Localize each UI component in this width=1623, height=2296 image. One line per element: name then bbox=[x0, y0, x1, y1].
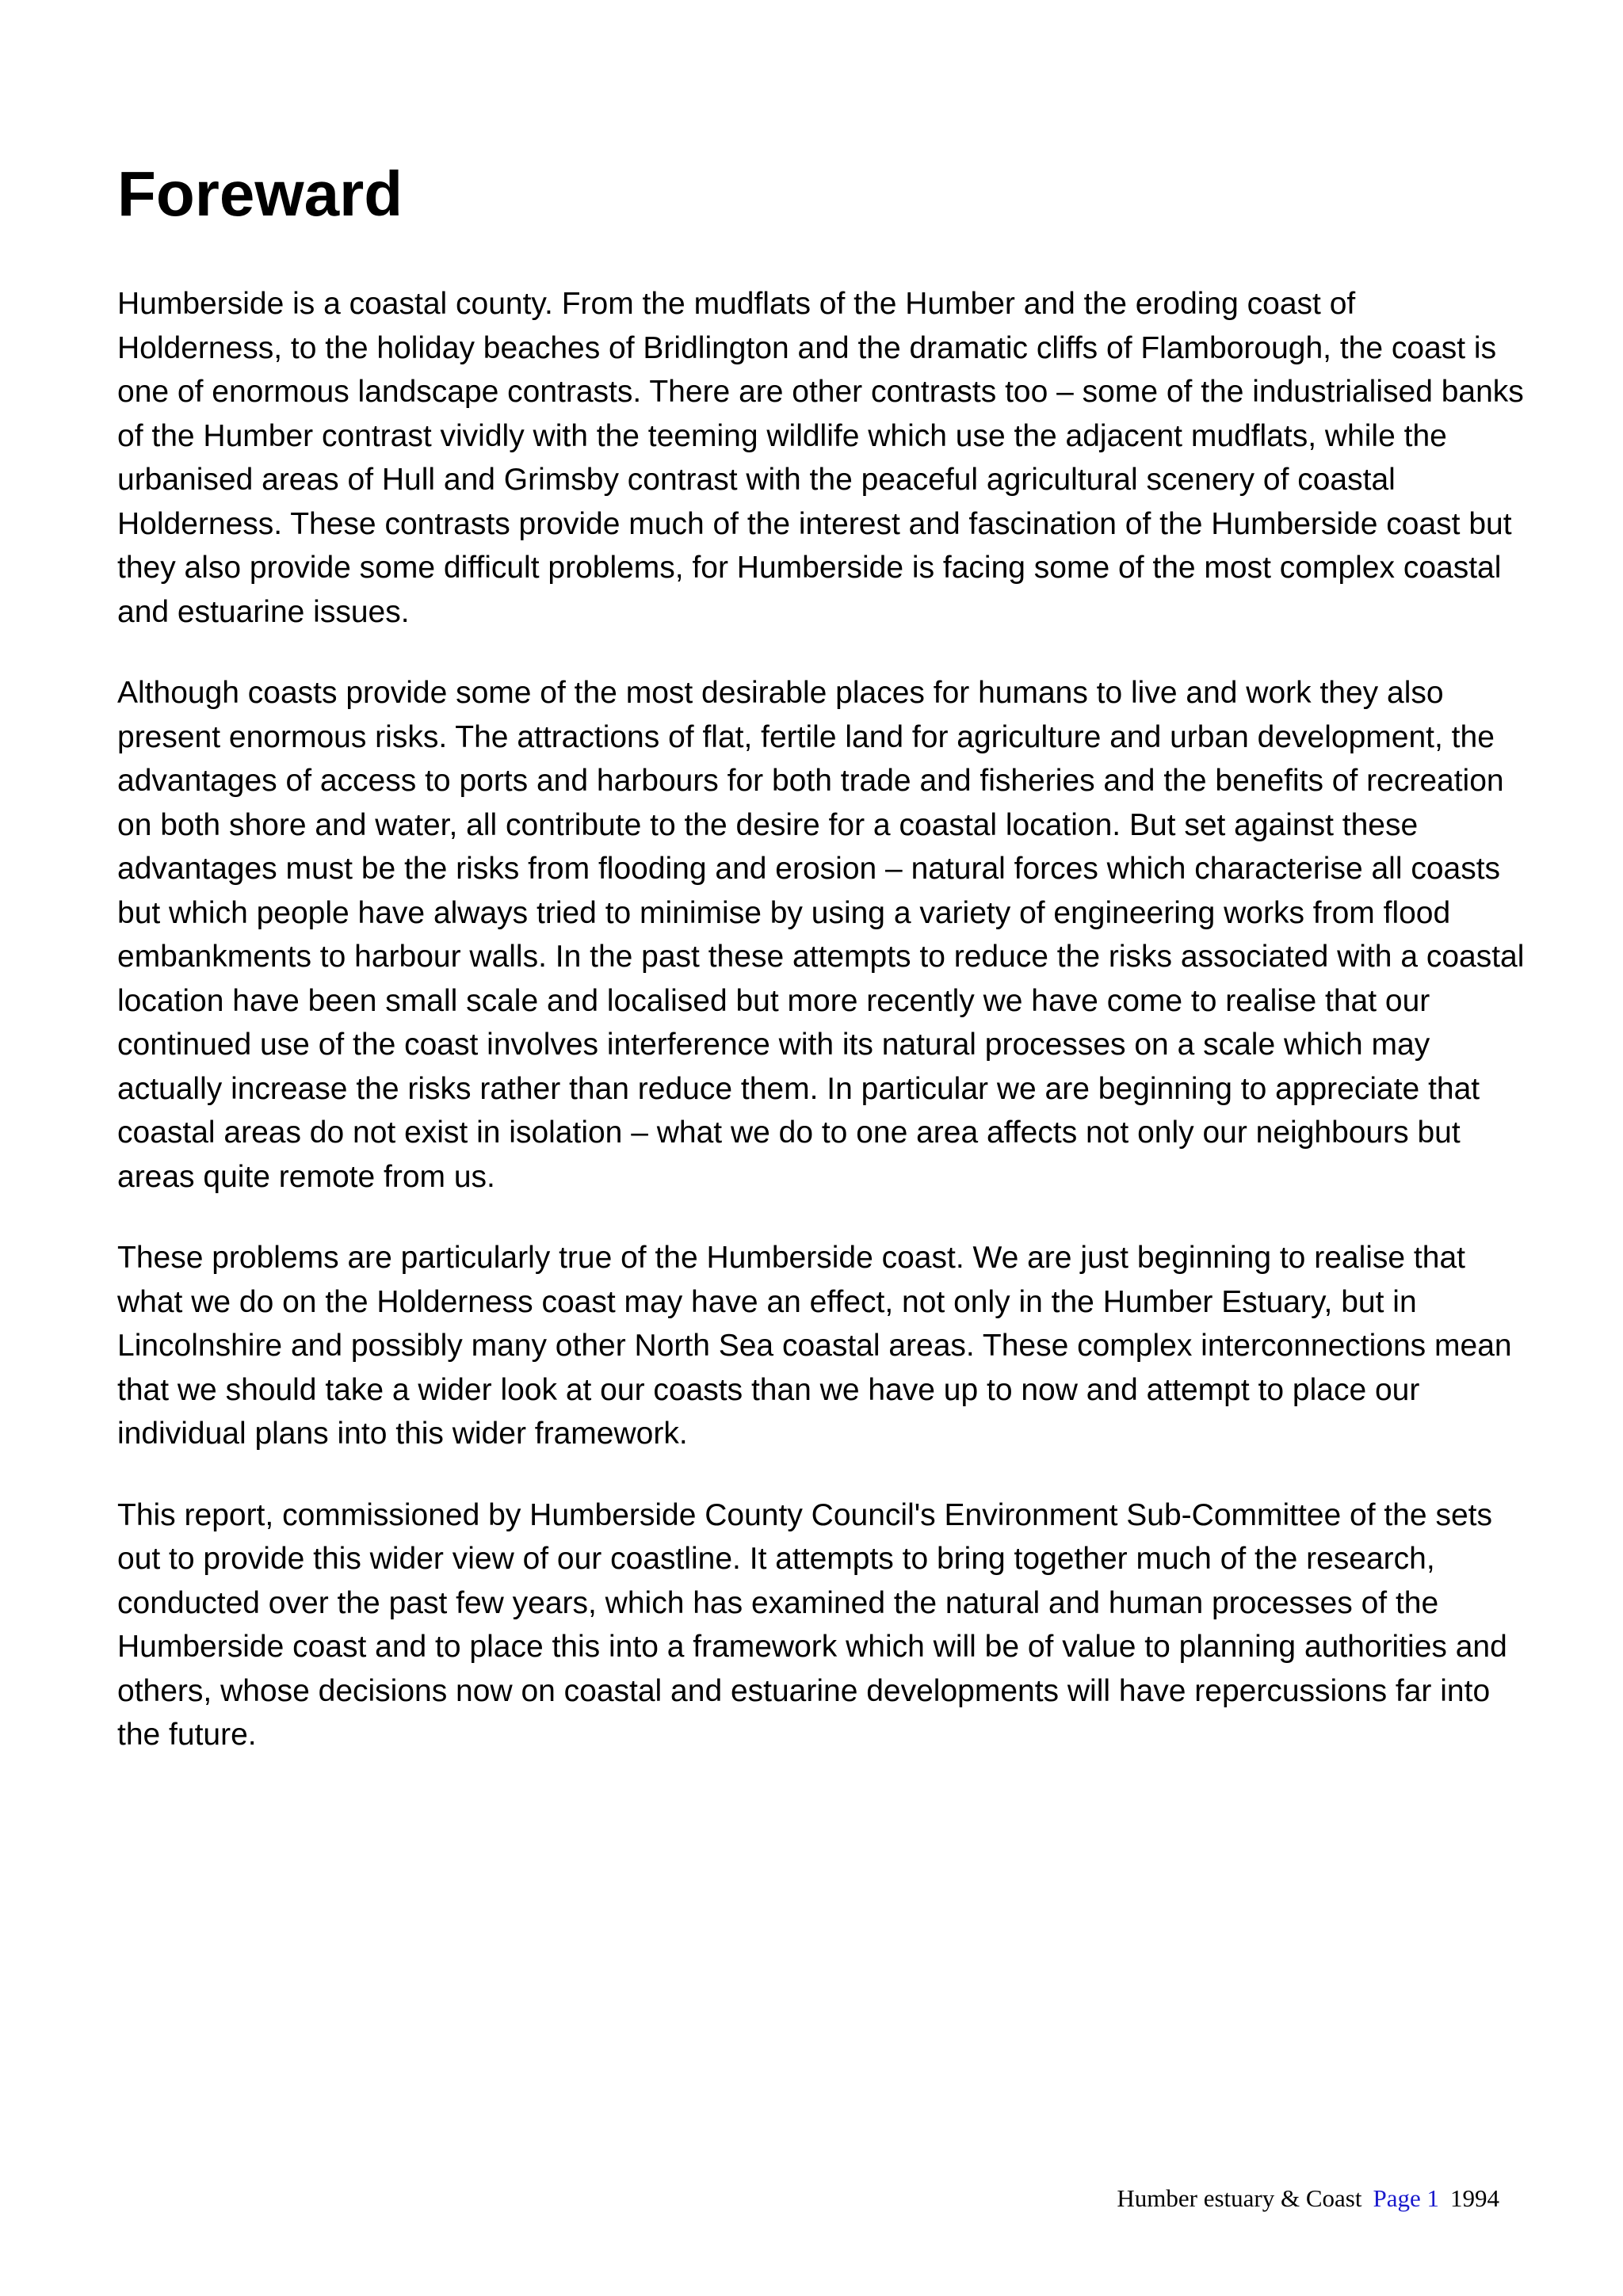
paragraph-4: This report, commissioned by Humberside County Council's Environment Sub-Committee of the sets out to provide this wider view of our coastline. It attempts to bring together much of the research, conducted over the past few years, which has examined the natural and human processes of the Humberside coast and to place this into a framework which will be of value to planning authorities and others, whose decisions now on coastal and estuarine developments will have repercussions far into the future. bbox=[117, 1497, 1507, 1752]
document-page bbox=[117, 151, 1528, 1794]
paragraph-2: Although coasts provide some of the most desirable places for humans to live and work they also present enormous risks. The attractions of flat, fertile land for agriculture and urban development, the advantages of access to ports and harbours for both trade and fisheries and the benefits of recreation on both shore and water, all contribute to the desire for a coastal location. But set against these advantages must be the risks from flooding and erosion – natural forces which characterise all coasts but which people have always tried to minimise by using a variety of engineering works from flood embankments to harbour walls. In the past these attempts to reduce the risks associated with a coastal location have been small scale and localised but more recently we have come to realise that our continued use of the coast involves interference with its natural processes on a scale which may actually increase the risks rather than reduce them. In particular we are beginning to appreciate that coastal areas do not exist in isolation – what we do to one area affects not only our neighbours but areas quite remote from us. bbox=[117, 676, 1525, 1194]
page-footer bbox=[1117, 2183, 1499, 2214]
paragraph-3: These problems are particularly true of the Humberside coast. We are just beginning to realise that what we do on the Holderness coast may have an effect, not only in the Humber Estuary, but in Lincolnshire and possibly many other North Sea coastal areas. These complex interconnections mean that we should take a wider look at our coasts than we have up to now and attempt to place our individual plans into this wider framework. bbox=[117, 1241, 1512, 1451]
paragraph-1: Humberside is a coastal county. From the mudflats of the Humber and the eroding coast of Holderness, to the holiday beaches of Bridlington and the dramatic cliffs of Flamborough, the coast is one of enormous landscape contrasts. There are other contrasts too – some of the industrialised banks of the Humber contrast vividly with the teeming wildlife which use the adjacent mudflats, while the urbanised areas of Hull and Grimsby contrast with the peaceful agricultural scenery of coastal Holderness. These contrasts provide much of the interest and fascination of the Humberside coast but they also provide some difficult problems, for Humberside is facing some of the most complex coastal and estuarine issues. bbox=[117, 287, 1524, 629]
page-title: Foreward bbox=[117, 158, 403, 229]
footer-doc-name: Humber estuary & Coast bbox=[1117, 2184, 1362, 2212]
footer-year: 1994 bbox=[1450, 2184, 1499, 2212]
footer-page-number[interactable]: Page 1 bbox=[1373, 2184, 1439, 2212]
